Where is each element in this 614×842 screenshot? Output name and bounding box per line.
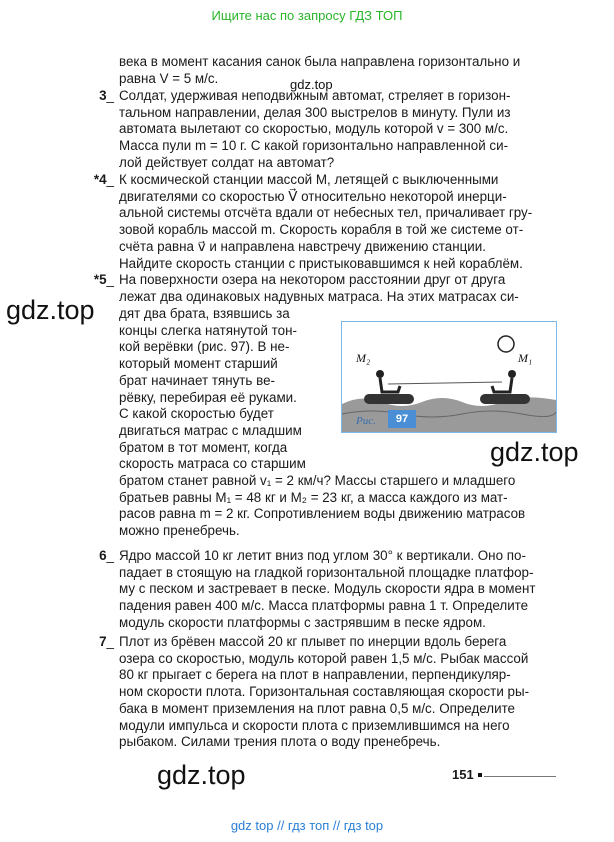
problem-6-text bbox=[119, 548, 556, 632]
problem-line: Найдите скорость станции с пристыковавшимся к ней кораблём. bbox=[119, 255, 523, 271]
problem-line: 80 кг прыгает с берега на плот в направлении, перпендикуляр- bbox=[119, 667, 511, 683]
problem-line: скорость матраса со старшим bbox=[119, 456, 306, 472]
problem-line: На поверхности озера на некотором расстоянии друг от друга bbox=[119, 272, 506, 287]
figure-number: 97 bbox=[388, 410, 416, 428]
problem-number-4: *4_ bbox=[93, 172, 114, 187]
problem-line: ном скорости плота. Горизонтальная составляющая скорости ры- bbox=[119, 684, 530, 700]
problem-line: му с песком и застревает в песке. Модуль скорости ядра в момент bbox=[119, 581, 536, 597]
problem-line: счёта равна v⃗ и направлена навстречу движению станции. bbox=[119, 238, 486, 254]
problem-line: падения равен 400 м/с. Масса платформы равна 1 т. Определите bbox=[119, 598, 529, 614]
older-brother-head bbox=[508, 370, 516, 378]
problem-7-text bbox=[119, 634, 556, 751]
problem-line: модуль скорости платформы с застрявшим в песке ядром. bbox=[119, 614, 486, 630]
watermark-bottom: gdz.top bbox=[157, 760, 246, 790]
page-number: 151 bbox=[452, 767, 474, 782]
younger-brother-head bbox=[376, 370, 384, 378]
bottom-banner: gdz top // гдз топ // гдз top bbox=[230, 818, 384, 833]
intro-text bbox=[119, 54, 556, 87]
problem-line: кой верёвки (рис. 97). В не- bbox=[119, 339, 290, 355]
problem-line: падает в стоящую на гладкой горизонтальной площадке платфор- bbox=[119, 564, 534, 580]
problem-line: бака в момент приземления на плот равна 0,5 м/с. Определите bbox=[119, 700, 516, 716]
problem-line: можно пренебречь. bbox=[119, 523, 240, 539]
problem-line: брат начинает тянуть ве- bbox=[119, 372, 275, 388]
intro-line: равна V = 5 м/с. bbox=[119, 70, 219, 86]
problem-number-6: 6_ bbox=[99, 548, 114, 563]
problem-line: Плот из брёвен массой 20 кг плывет по инерции вдоль берега bbox=[119, 634, 507, 649]
problem-line: братом в тот момент, когда bbox=[119, 439, 288, 455]
problem-line: двигаться матрас с младшим bbox=[119, 422, 302, 438]
problem-line: тальном направлении, делая 300 выстрелов в минуту. Пули из bbox=[119, 104, 511, 120]
younger-brother-body bbox=[380, 378, 400, 392]
mattress-right bbox=[480, 394, 530, 404]
watermark-left: gdz.top bbox=[6, 295, 95, 325]
problem-line: двигателями со скоростью V⃗ относительно некоторой инерци- bbox=[119, 188, 507, 204]
problem-4-text bbox=[119, 172, 556, 272]
problem-line: Солдат, удерживая неподвижным автомат, стреляет в горизон- bbox=[119, 88, 511, 103]
problem-line: модули импульса и скорости плота с приземлившимся на него bbox=[119, 717, 510, 733]
problem-line: Ядро массой 10 кг летит вниз под углом 30° к вертикали. Оно по- bbox=[119, 548, 526, 563]
problem-line: лежат два одинаковых надувных матраса. На этих матрасах си- bbox=[119, 288, 519, 304]
mattress-left bbox=[364, 394, 414, 404]
problem-line: автомата вылетают со скоростью, модуль которой v = 300 м/с. bbox=[119, 121, 509, 137]
problem-number-7: 7_ bbox=[99, 634, 114, 649]
problem-line: дят два брата, взявшись за bbox=[119, 306, 290, 321]
top-banner: Ищите нас по запросу ГДЗ ТОП bbox=[211, 8, 403, 23]
problem-line: К космической станции массой M, летящей с выключенными bbox=[119, 172, 499, 187]
problem-line: который момент старший bbox=[119, 356, 278, 372]
problem-line: озера со скоростью, модуль которой равен 1,5 м/с. Рыбак массой bbox=[119, 650, 529, 666]
figure-caption: Рис. bbox=[356, 415, 376, 427]
problem-line: расов равна m = 2 кг. Сопротивлением воды движению матрасов bbox=[119, 506, 526, 522]
problem-line: рёвку, перебирая её руками. bbox=[119, 389, 297, 405]
problem-line: концы слегка натянутой тон- bbox=[119, 322, 297, 338]
problem-line: братьев равны M₁ = 48 кг и M₂ = 23 кг, а масса каждого из мат- bbox=[119, 489, 508, 505]
rope bbox=[388, 382, 502, 384]
problem-line: С какой скоростью будет bbox=[119, 406, 274, 422]
problem-line: рыбаком. Силами трения плота о воду пренебречь. bbox=[119, 734, 441, 750]
page-rule bbox=[484, 776, 556, 777]
label-m2: M₂ bbox=[356, 351, 371, 365]
problem-line: братом станет равной v₁ = 2 км/ч? Массы старшего и младшего bbox=[119, 473, 516, 488]
problem-5-text-after bbox=[119, 473, 556, 540]
watermark-right: gdz.top bbox=[490, 437, 579, 467]
watermark-small: gdz.top bbox=[290, 77, 333, 92]
label-m1: M₁ bbox=[518, 351, 533, 365]
older-brother-body bbox=[492, 378, 512, 392]
page-marker bbox=[478, 773, 482, 777]
problem-line: зовой корабль массой m. Скорость корабля в той же системе от- bbox=[119, 222, 524, 238]
problem-5-text-narrow bbox=[119, 306, 337, 473]
problem-line: лой действует солдат на автомат? bbox=[119, 154, 335, 170]
problem-number-3: 3_ bbox=[99, 88, 114, 103]
problem-line: альной системы отсчёта вдали от небесных тел, причаливает гру- bbox=[119, 205, 533, 221]
sun-icon bbox=[498, 336, 514, 352]
problem-3-text bbox=[119, 88, 556, 172]
problem-5-text-top bbox=[119, 272, 556, 305]
problem-line: Масса пули m = 10 г. С какой горизонтально направленной си- bbox=[119, 138, 509, 154]
intro-line: века в момент касания санок была направлена горизонтально и bbox=[119, 54, 521, 69]
problem-number-5: *5_ bbox=[93, 272, 114, 287]
